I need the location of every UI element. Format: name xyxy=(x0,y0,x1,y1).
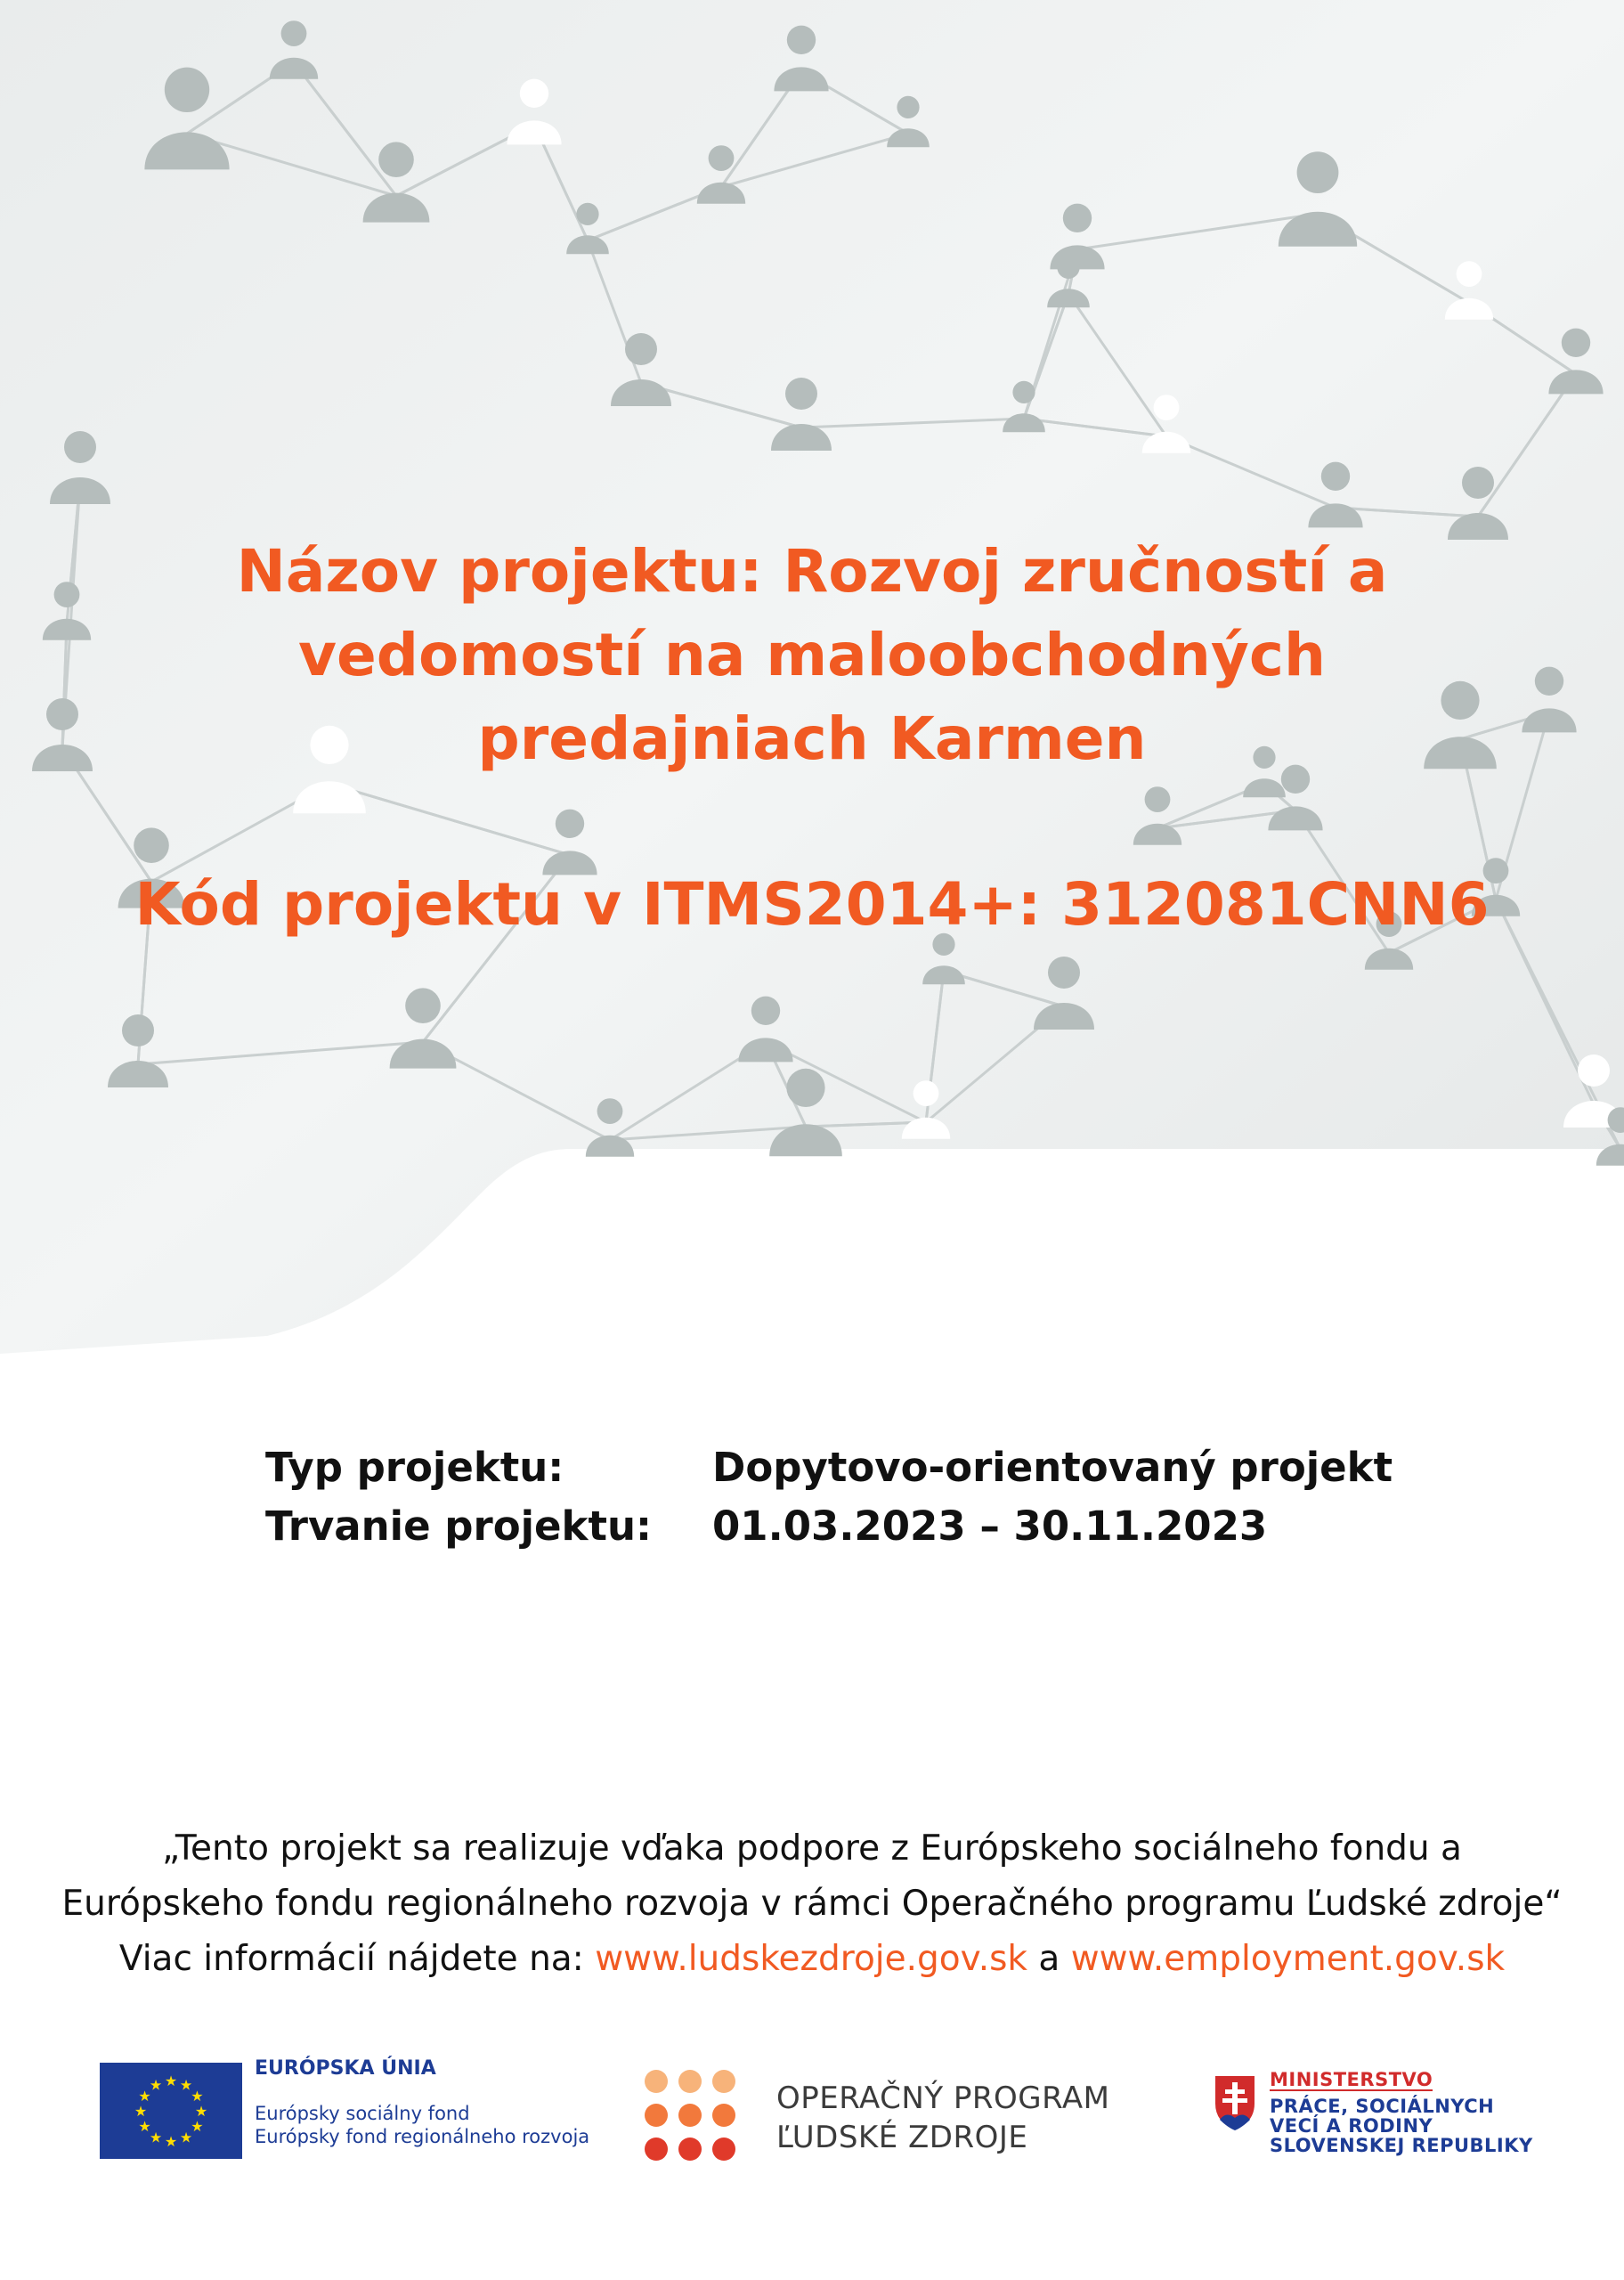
project-title-line-3: predajniach Karmen xyxy=(477,704,1147,773)
eu-star-icon: ★ xyxy=(149,2076,163,2094)
info-label: Typ projektu: xyxy=(265,1444,564,1491)
op-logo-line-1: OPERAČNÝ PROGRAM xyxy=(776,2080,1110,2116)
eu-star-icon: ★ xyxy=(191,2118,204,2135)
ministry-logo-head: MINISTERSTVO xyxy=(1270,2069,1433,2090)
eu-flag-icon xyxy=(100,2063,242,2159)
eu-star-icon: ★ xyxy=(179,2129,193,2146)
eu-star-icon: ★ xyxy=(134,2103,148,2120)
project-code: Kód projektu v ITMS2014+: 312081CNN6 xyxy=(134,870,1490,939)
logo-bar xyxy=(0,2057,1624,2191)
slovak-crest-icon xyxy=(1213,2073,1257,2132)
op-logo-text xyxy=(776,2079,1109,2157)
eu-logo-line-2: Európsky fond regionálneho rozvoja xyxy=(255,2126,590,2147)
project-title-block xyxy=(0,530,1624,947)
eu-star-icon: ★ xyxy=(164,2072,178,2089)
more-info-label: Viac informácií nájdete na: xyxy=(118,1939,596,1979)
eu-star-icon: ★ xyxy=(138,2118,151,2135)
ministry-logo-line-1: PRÁCE, SOCIÁLNYCH xyxy=(1270,2096,1495,2117)
eu-star-icon: ★ xyxy=(164,2133,178,2150)
link-separator: a xyxy=(1027,1939,1071,1979)
info-row-duration xyxy=(265,1497,1393,1556)
eu-star-icon: ★ xyxy=(149,2129,163,2146)
op-dots-icon xyxy=(641,2066,739,2164)
info-label: Trvanie projektu: xyxy=(265,1502,653,1550)
project-info xyxy=(265,1438,1393,1556)
project-title-line-1: Názov projektu: Rozvoj zručností a xyxy=(236,537,1388,606)
link-employment[interactable]: www.employment.gov.sk xyxy=(1070,1939,1506,1979)
eu-logo-text xyxy=(255,2057,589,2148)
funding-line-3 xyxy=(0,1932,1624,1987)
eu-logo-line-1: Európsky sociálny fond xyxy=(255,2103,470,2124)
funding-statement xyxy=(0,1821,1624,1987)
ministry-logo-line-2: VECÍ A RODINY xyxy=(1270,2115,1433,2137)
eu-star-icon: ★ xyxy=(179,2076,193,2094)
info-value: Dopytovo-orientovaný projekt xyxy=(712,1444,1393,1491)
eu-star-icon: ★ xyxy=(138,2088,151,2105)
project-title-line-2: vedomostí na maloobchodných xyxy=(297,621,1327,689)
funding-line-1: „Tento projekt sa realizuje vďaka podpore z Európskeho sociálneho fondu a xyxy=(162,1828,1462,1869)
ministry-logo-text xyxy=(1270,2070,1533,2155)
link-ludskezdroje[interactable]: www.ludskezdroje.gov.sk xyxy=(595,1939,1028,1979)
eu-star-icon: ★ xyxy=(194,2103,208,2120)
eu-star-icon: ★ xyxy=(191,2088,204,2105)
eu-logo-head: EURÓPSKA ÚNIA xyxy=(255,2057,436,2080)
ministry-logo-line-3: SLOVENSKEJ REPUBLIKY xyxy=(1270,2135,1533,2156)
op-logo-line-2: ĽUDSKÉ ZDROJE xyxy=(776,2120,1028,2155)
funding-line-2: Európskeho fondu regionálneho rozvoja v rámci Operačného programu Ľudské zdroje“ xyxy=(61,1884,1563,1924)
info-row-type xyxy=(265,1438,1393,1497)
info-value: 01.03.2023 – 30.11.2023 xyxy=(712,1502,1268,1550)
